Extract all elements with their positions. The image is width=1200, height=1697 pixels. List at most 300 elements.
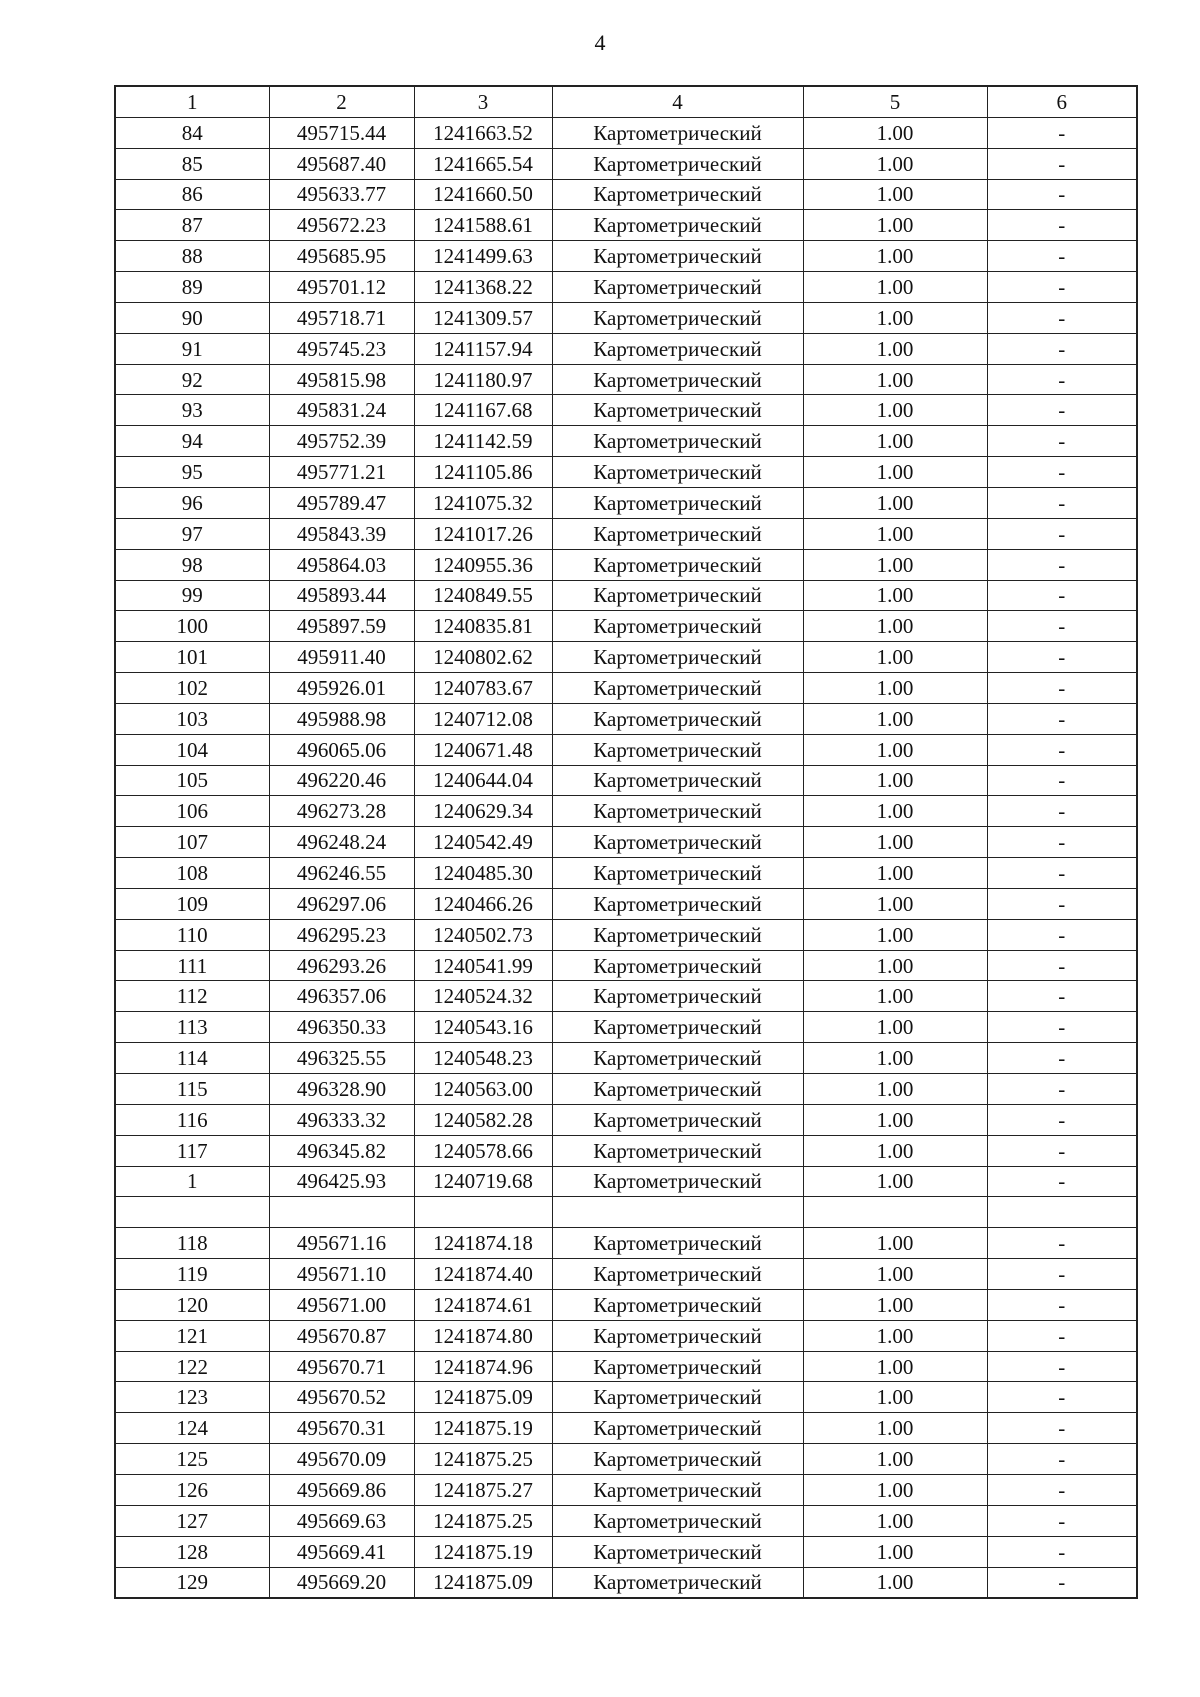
table-body [115,117,1137,1598]
method-cell: Картометрический [552,1043,803,1074]
point-number-cell: 99 [115,580,269,611]
method-cell: Картометрический [552,1567,803,1598]
y-coordinate-cell: 1241309.57 [414,302,552,333]
description-cell: - [987,765,1137,796]
table-row [115,1444,1137,1475]
x-coordinate-cell: 496297.06 [269,888,414,919]
description-cell: - [987,1043,1137,1074]
accuracy-cell: 1.00 [803,919,987,950]
y-coordinate-cell: 1241875.09 [414,1382,552,1413]
accuracy-cell: 1.00 [803,1259,987,1290]
accuracy-cell: 1.00 [803,549,987,580]
y-coordinate-cell: 1241157.94 [414,333,552,364]
method-cell: Картометрический [552,1444,803,1475]
method-cell: Картометрический [552,302,803,333]
x-coordinate-cell: 496246.55 [269,858,414,889]
y-coordinate-cell: 1240578.66 [414,1135,552,1166]
point-number-cell: 93 [115,395,269,426]
description-cell: - [987,426,1137,457]
table-row [115,333,1137,364]
page-number: 4 [594,30,606,55]
accuracy-cell: 1.00 [803,1289,987,1320]
method-cell: Картометрический [552,950,803,981]
point-number-cell: 96 [115,487,269,518]
description-cell: - [987,1228,1137,1259]
accuracy-cell: 1.00 [803,241,987,272]
header-col-2: 2 [269,86,414,117]
accuracy-cell: 1.00 [803,1567,987,1598]
table-row [115,765,1137,796]
point-number-cell: 104 [115,734,269,765]
point-number-cell: 89 [115,272,269,303]
coordinates-table [114,85,1138,1599]
point-number-cell: 88 [115,241,269,272]
table-row [115,858,1137,889]
x-coordinate-cell: 496248.24 [269,827,414,858]
x-coordinate-cell: 495670.09 [269,1444,414,1475]
x-coordinate-cell: 496328.90 [269,1074,414,1105]
point-number-cell: 107 [115,827,269,858]
point-number-cell: 90 [115,302,269,333]
accuracy-cell: 1.00 [803,148,987,179]
description-cell: - [987,210,1137,241]
method-cell: Картометрический [552,734,803,765]
x-coordinate-cell: 495815.98 [269,364,414,395]
method-cell: Картометрический [552,272,803,303]
description-cell: - [987,148,1137,179]
y-coordinate-cell: 1240582.28 [414,1104,552,1135]
point-number-cell: 87 [115,210,269,241]
description-cell: - [987,580,1137,611]
description-cell: - [987,1444,1137,1475]
accuracy-cell: 1.00 [803,333,987,364]
y-coordinate-cell: 1240466.26 [414,888,552,919]
method-cell: Картометрический [552,1012,803,1043]
point-number-cell: 113 [115,1012,269,1043]
y-coordinate-cell: 1240524.32 [414,981,552,1012]
description-cell: - [987,827,1137,858]
y-coordinate-cell: 1241875.27 [414,1474,552,1505]
accuracy-cell: 1.00 [803,179,987,210]
y-coordinate-cell: 1240849.55 [414,580,552,611]
x-coordinate-cell: 496350.33 [269,1012,414,1043]
y-coordinate-cell: 1241180.97 [414,364,552,395]
table-row [115,1074,1137,1105]
description-cell: - [987,364,1137,395]
accuracy-cell: 1.00 [803,1351,987,1382]
accuracy-cell: 1.00 [803,703,987,734]
accuracy-cell: 1.00 [803,1104,987,1135]
point-number-cell: 126 [115,1474,269,1505]
x-coordinate-cell: 495831.24 [269,395,414,426]
x-coordinate-cell: 495669.41 [269,1536,414,1567]
y-coordinate-cell: 1241142.59 [414,426,552,457]
table-row [115,487,1137,518]
table-row [115,1382,1137,1413]
table-row [115,1166,1137,1197]
table-row [115,1289,1137,1320]
method-cell: Картометрический [552,642,803,673]
method-cell: Картометрический [552,919,803,950]
table-row [115,1351,1137,1382]
method-cell: Картометрический [552,1259,803,1290]
accuracy-cell: 1.00 [803,302,987,333]
table-row [115,518,1137,549]
point-number-cell: 116 [115,1104,269,1135]
accuracy-cell: 1.00 [803,117,987,148]
accuracy-cell: 1.00 [803,1536,987,1567]
y-coordinate-cell: 1240835.81 [414,611,552,642]
table-row [115,395,1137,426]
description-cell: - [987,611,1137,642]
table-row [115,148,1137,179]
table-row [115,796,1137,827]
y-coordinate-cell: 1240548.23 [414,1043,552,1074]
x-coordinate-cell: 496357.06 [269,981,414,1012]
x-coordinate-cell: 495911.40 [269,642,414,673]
table-row [115,1104,1137,1135]
y-coordinate-cell: 1241875.25 [414,1444,552,1475]
y-coordinate-cell: 1240719.68 [414,1166,552,1197]
table-row [115,673,1137,704]
y-coordinate-cell: 1241874.61 [414,1289,552,1320]
x-coordinate-cell: 495988.98 [269,703,414,734]
method-cell: Картометрический [552,1166,803,1197]
x-coordinate-cell: 495670.52 [269,1382,414,1413]
y-coordinate-cell: 1240712.08 [414,703,552,734]
description-cell: - [987,1259,1137,1290]
description-cell: - [987,1567,1137,1598]
method-cell: Картометрический [552,673,803,704]
x-coordinate-cell: 495685.95 [269,241,414,272]
point-number-cell: 85 [115,148,269,179]
method-cell: Картометрический [552,981,803,1012]
method-cell: Картометрический [552,765,803,796]
y-coordinate-cell: 1241017.26 [414,518,552,549]
description-cell: - [987,981,1137,1012]
point-number-cell: 109 [115,888,269,919]
x-coordinate-cell: 496220.46 [269,765,414,796]
table-row [115,117,1137,148]
accuracy-cell: 1.00 [803,827,987,858]
accuracy-cell: 1.00 [803,426,987,457]
x-coordinate-cell: 495897.59 [269,611,414,642]
y-coordinate-cell: 1241874.40 [414,1259,552,1290]
table-row [115,272,1137,303]
x-coordinate-cell: 495789.47 [269,487,414,518]
method-cell: Картометрический [552,395,803,426]
x-coordinate-cell: 495718.71 [269,302,414,333]
point-number-cell: 124 [115,1413,269,1444]
description-cell: - [987,1382,1137,1413]
method-cell: Картометрический [552,117,803,148]
point-number-cell: 105 [115,765,269,796]
accuracy-cell: 1.00 [803,210,987,241]
method-cell: Картометрический [552,1228,803,1259]
description-cell: - [987,272,1137,303]
x-coordinate-cell: 495671.16 [269,1228,414,1259]
y-coordinate-cell: 1241660.50 [414,179,552,210]
table-row [115,580,1137,611]
method-cell: Картометрический [552,1289,803,1320]
description-cell: - [987,1505,1137,1536]
accuracy-cell: 1.00 [803,457,987,488]
table-row [115,1536,1137,1567]
accuracy-cell: 1.00 [803,487,987,518]
table-row [115,210,1137,241]
description-cell: - [987,1474,1137,1505]
method-cell: Картометрический [552,333,803,364]
description-cell: - [987,858,1137,889]
y-coordinate-cell: 1241075.32 [414,487,552,518]
y-coordinate-cell: 1240802.62 [414,642,552,673]
table-row [115,364,1137,395]
point-number-cell: 100 [115,611,269,642]
point-number-cell: 129 [115,1567,269,1598]
x-coordinate-cell: 495672.23 [269,210,414,241]
method-cell: Картометрический [552,148,803,179]
table-row [115,950,1137,981]
table-row [115,642,1137,673]
description-cell: - [987,734,1137,765]
point-number-cell: 122 [115,1351,269,1382]
x-coordinate-cell: 495669.86 [269,1474,414,1505]
description-cell: - [987,1289,1137,1320]
table-row [115,1474,1137,1505]
accuracy-cell: 1.00 [803,1382,987,1413]
x-coordinate-cell: 495701.12 [269,272,414,303]
y-coordinate-cell: 1241588.61 [414,210,552,241]
accuracy-cell: 1.00 [803,395,987,426]
table-row [115,1135,1137,1166]
accuracy-cell: 1.00 [803,1135,987,1166]
description-cell: - [987,549,1137,580]
point-number-cell: 108 [115,858,269,889]
description-cell: - [987,919,1137,950]
accuracy-cell: 1.00 [803,888,987,919]
y-coordinate-cell: 1241875.19 [414,1536,552,1567]
y-coordinate-cell: 1240955.36 [414,549,552,580]
method-cell: Картометрический [552,1474,803,1505]
accuracy-cell: 1.00 [803,1444,987,1475]
accuracy-cell: 1.00 [803,1474,987,1505]
point-number-cell: 106 [115,796,269,827]
description-cell: - [987,642,1137,673]
y-coordinate-cell: 1241875.09 [414,1567,552,1598]
description-cell: - [987,333,1137,364]
accuracy-cell [803,1197,987,1228]
table-row [115,888,1137,919]
point-number-cell: 111 [115,950,269,981]
accuracy-cell: 1.00 [803,981,987,1012]
accuracy-cell: 1.00 [803,950,987,981]
method-cell: Картометрический [552,1104,803,1135]
x-coordinate-cell: 496295.23 [269,919,414,950]
x-coordinate-cell: 495670.87 [269,1320,414,1351]
table-row [115,1259,1137,1290]
method-cell: Картометрический [552,364,803,395]
method-cell: Картометрический [552,179,803,210]
method-cell: Картометрический [552,1505,803,1536]
point-number-cell: 118 [115,1228,269,1259]
point-number-cell: 127 [115,1505,269,1536]
y-coordinate-cell: 1241368.22 [414,272,552,303]
y-coordinate-cell: 1240543.16 [414,1012,552,1043]
accuracy-cell: 1.00 [803,642,987,673]
method-cell: Картометрический [552,1351,803,1382]
description-cell: - [987,1135,1137,1166]
point-number-cell: 117 [115,1135,269,1166]
x-coordinate-cell: 495864.03 [269,549,414,580]
x-coordinate-cell: 495715.44 [269,117,414,148]
description-cell: - [987,796,1137,827]
table-row [115,981,1137,1012]
header-col-1: 1 [115,86,269,117]
point-number-cell: 128 [115,1536,269,1567]
point-number-cell: 98 [115,549,269,580]
accuracy-cell: 1.00 [803,518,987,549]
point-number-cell: 121 [115,1320,269,1351]
accuracy-cell: 1.00 [803,765,987,796]
point-number-cell: 92 [115,364,269,395]
description-cell: - [987,518,1137,549]
accuracy-cell: 1.00 [803,858,987,889]
point-number-cell: 125 [115,1444,269,1475]
point-number-cell: 1 [115,1166,269,1197]
method-cell: Картометрический [552,1135,803,1166]
header-col-3: 3 [414,86,552,117]
header-col-6: 6 [987,86,1137,117]
table-row [115,1413,1137,1444]
point-number-cell: 97 [115,518,269,549]
description-cell: - [987,487,1137,518]
y-coordinate-cell: 1241499.63 [414,241,552,272]
method-cell: Картометрический [552,1382,803,1413]
table-row [115,241,1137,272]
x-coordinate-cell: 496065.06 [269,734,414,765]
y-coordinate-cell: 1240485.30 [414,858,552,889]
description-cell: - [987,1536,1137,1567]
x-coordinate-cell: 495893.44 [269,580,414,611]
method-cell: Картометрический [552,580,803,611]
accuracy-cell: 1.00 [803,1413,987,1444]
method-cell: Картометрический [552,1074,803,1105]
table-row [115,549,1137,580]
point-number-cell: 102 [115,673,269,704]
method-cell: Картометрический [552,210,803,241]
y-coordinate-cell: 1241874.18 [414,1228,552,1259]
accuracy-cell: 1.00 [803,734,987,765]
point-number-cell: 119 [115,1259,269,1290]
table-row [115,734,1137,765]
accuracy-cell: 1.00 [803,1166,987,1197]
table-row [115,1567,1137,1598]
point-number-cell: 112 [115,981,269,1012]
method-cell: Картометрический [552,487,803,518]
point-number-cell: 101 [115,642,269,673]
method-cell: Картометрический [552,703,803,734]
description-cell: - [987,1413,1137,1444]
x-coordinate-cell: 495687.40 [269,148,414,179]
x-coordinate-cell [269,1197,414,1228]
x-coordinate-cell: 495670.31 [269,1413,414,1444]
description-cell [987,1197,1137,1228]
accuracy-cell: 1.00 [803,1012,987,1043]
x-coordinate-cell: 496425.93 [269,1166,414,1197]
y-coordinate-cell: 1241105.86 [414,457,552,488]
point-number-cell: 95 [115,457,269,488]
accuracy-cell: 1.00 [803,1505,987,1536]
method-cell: Картометрический [552,796,803,827]
y-coordinate-cell: 1240541.99 [414,950,552,981]
x-coordinate-cell: 495669.63 [269,1505,414,1536]
method-cell: Картометрический [552,426,803,457]
description-cell: - [987,395,1137,426]
point-number-cell: 94 [115,426,269,457]
point-number-cell: 86 [115,179,269,210]
table-row [115,827,1137,858]
table-row [115,1043,1137,1074]
table-row [115,179,1137,210]
accuracy-cell: 1.00 [803,364,987,395]
x-coordinate-cell: 495669.20 [269,1567,414,1598]
description-cell: - [987,1351,1137,1382]
method-cell: Картометрический [552,518,803,549]
description-cell: - [987,703,1137,734]
header-col-4: 4 [552,86,803,117]
accuracy-cell: 1.00 [803,673,987,704]
x-coordinate-cell: 496333.32 [269,1104,414,1135]
point-number-cell: 91 [115,333,269,364]
y-coordinate-cell: 1241874.96 [414,1351,552,1382]
point-number-cell: 84 [115,117,269,148]
y-coordinate-cell: 1241874.80 [414,1320,552,1351]
point-number-cell [115,1197,269,1228]
x-coordinate-cell: 495843.39 [269,518,414,549]
accuracy-cell: 1.00 [803,1043,987,1074]
point-number-cell: 115 [115,1074,269,1105]
description-cell: - [987,950,1137,981]
table-row [115,426,1137,457]
y-coordinate-cell: 1241875.25 [414,1505,552,1536]
table-row [115,611,1137,642]
description-cell: - [987,117,1137,148]
accuracy-cell: 1.00 [803,272,987,303]
table-row [115,1197,1137,1228]
point-number-cell: 103 [115,703,269,734]
y-coordinate-cell: 1240783.67 [414,673,552,704]
y-coordinate-cell [414,1197,552,1228]
description-cell: - [987,1074,1137,1105]
method-cell: Картометрический [552,611,803,642]
y-coordinate-cell: 1240563.00 [414,1074,552,1105]
table-row [115,302,1137,333]
point-number-cell: 114 [115,1043,269,1074]
y-coordinate-cell: 1241665.54 [414,148,552,179]
method-cell: Картометрический [552,1413,803,1444]
table-row [115,1505,1137,1536]
method-cell: Картометрический [552,549,803,580]
table-row [115,703,1137,734]
x-coordinate-cell: 495671.10 [269,1259,414,1290]
table-row [115,1320,1137,1351]
accuracy-cell: 1.00 [803,1228,987,1259]
x-coordinate-cell: 495745.23 [269,333,414,364]
description-cell: - [987,1320,1137,1351]
x-coordinate-cell: 495752.39 [269,426,414,457]
description-cell: - [987,179,1137,210]
description-cell: - [987,888,1137,919]
